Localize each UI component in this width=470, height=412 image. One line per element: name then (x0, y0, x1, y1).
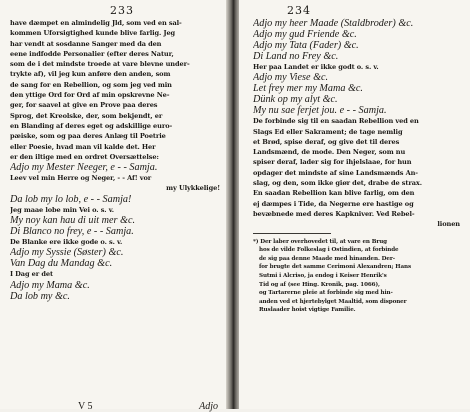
text-line: er den iltige med en ordret Oversættelse: (10, 152, 159, 161)
text-line: Leev vel min Herre og Neger, - - Af! vor (10, 174, 152, 183)
left-page (0, 0, 228, 412)
text-line: Adjo my gud Friende &c. (253, 29, 357, 40)
text-line: den yttige Ord for Ord af min opskrevne Ne- (10, 91, 170, 100)
text-line: et Brød, spise deraf, og give det til deres (253, 137, 400, 146)
text-line: have dæmpet en almindelig Jld, som ved en sal- (10, 19, 182, 27)
text-line: De Blanke ere ikke gode o. s. v. (10, 238, 123, 247)
text-line: pæiske, som og paa deres Anlæg til Poetrie (10, 132, 166, 141)
page-number-right: 234 (287, 4, 311, 17)
text-line: bevæbnede med deres Kapkniver. Ved Rebel- (253, 209, 415, 218)
text-line: opdager det mindste af sine Landsmænds An- (253, 168, 418, 177)
text-line: Di Blanco no frey, e - - Samja. (10, 226, 134, 238)
text-line: Da lob my &c. (10, 290, 70, 302)
signature-mark: V 5 (78, 401, 93, 412)
catchword: Adjo (199, 401, 218, 412)
footnote-rule (253, 233, 331, 234)
text-line: My noy kan hau di uit mer &c. (10, 215, 136, 227)
text-line: har vendt at sosdanne Sanger med da den (10, 39, 162, 48)
footnote (253, 238, 460, 315)
footnote-line: for brugte det samme Cerimoni Alexandren; Hans (259, 264, 412, 271)
footnote-line: anden ved et hjertebylget Maaltid, som disponer (259, 298, 407, 305)
text-line: My nu sae ferjet jou. e - - Samja. (253, 105, 387, 117)
footnote-line: Sutmi i Alcriso, ja endog i Keiser Henrik's (259, 272, 387, 279)
text-line: ej dæmpes i Tide, da Negerne ere hastige og (253, 199, 414, 208)
text-line: Sprog, det Kreolske, der, som bekjendt, er (10, 111, 163, 120)
text-line: De forbinde sig til en saadan Rebellion ved en (253, 117, 419, 126)
text-line: Slags Ed eller Sakrament; de tage nemlig (253, 127, 403, 136)
text-line: Adjo my Syssie (Søster) &c. (10, 247, 124, 259)
text-line: en Blanding af deres eget og adskillige euro- (10, 121, 173, 130)
right-page (239, 0, 470, 409)
text-line: Her paa Landet er ikke godt o. s. v. (253, 63, 379, 71)
footnote-line: de sig paa denne Maade med hinanden. Der- (259, 255, 395, 262)
left-page-body (10, 18, 220, 302)
footnote-line: Ruslaader hoist vigtige Familie. (259, 307, 356, 314)
text-line: Adjo my Mama &c. (10, 279, 90, 291)
footnote-line: hos de vilde Folkeslag i Ostindien, at forbinde (259, 247, 399, 254)
text-line: my Ulykkelige! (166, 184, 220, 193)
footnote-line: og Tartarerne pleie at forbinde sig med hin- (259, 290, 393, 297)
text-line: En saadan Rebellion kan blive farlig, om den (253, 189, 415, 198)
text-line: ger, for saavel at give en Prove paa deres (10, 101, 158, 110)
text-line: Adjo my Viese &c. (253, 72, 329, 84)
text-line: trykte af), vil jeg kun anføre den anden, som (10, 70, 171, 79)
text-line: Jeg maae lobe min Vei o. s. v. (10, 205, 114, 214)
text-line: kommen Uforsigtighed kunde blive farlig. Jeg (10, 29, 176, 38)
text-line: eene indfodde Personalier (efter deres Natur, (10, 49, 174, 58)
text-line: Adjo my heer Maade (Staldbroder) &c. (253, 18, 414, 29)
text-line: eller Poesie, hvad man vil kalde det. Her (10, 142, 156, 151)
text-line: Van Dag du Mandag &c. (10, 258, 113, 270)
page-number-left: 233 (110, 4, 134, 17)
text-line: de sang for en Rebellion, og som jeg ved min (10, 80, 172, 89)
text-line: I Dag er det (10, 270, 53, 279)
text-line: Di Land no Frey &c. (253, 51, 339, 62)
text-line: Let frey mer my Mama &c. (253, 83, 363, 95)
text-line: Da lob my lo lob, e - - Samja! (10, 193, 132, 205)
text-line: Dünk op my alyt &c. (253, 94, 338, 106)
text-line: slag, og den, som ikke giør det, drabe de strax. (253, 179, 422, 188)
text-line: Adjo my Tata (Fader) &c. (253, 40, 359, 51)
text-line: lionen (437, 220, 460, 229)
right-page-body (253, 18, 460, 230)
text-line: Landsmænd, de mode. Den Neger, som nu (253, 148, 406, 157)
text-line: Adjo my Mester Neeger, e - - Samja. (10, 162, 158, 174)
footnote-line: *) Der laber overhovedet til, at vare en Brug (253, 238, 387, 245)
text-line: spiser deraf, lader sig for ihjelslaae, for hun (253, 158, 412, 167)
text-line: som de i det mindste troede at vare blevne under- (10, 60, 190, 69)
footnote-line: Tid og af (see Hing. Kronik, pag. 1066), (259, 281, 380, 288)
